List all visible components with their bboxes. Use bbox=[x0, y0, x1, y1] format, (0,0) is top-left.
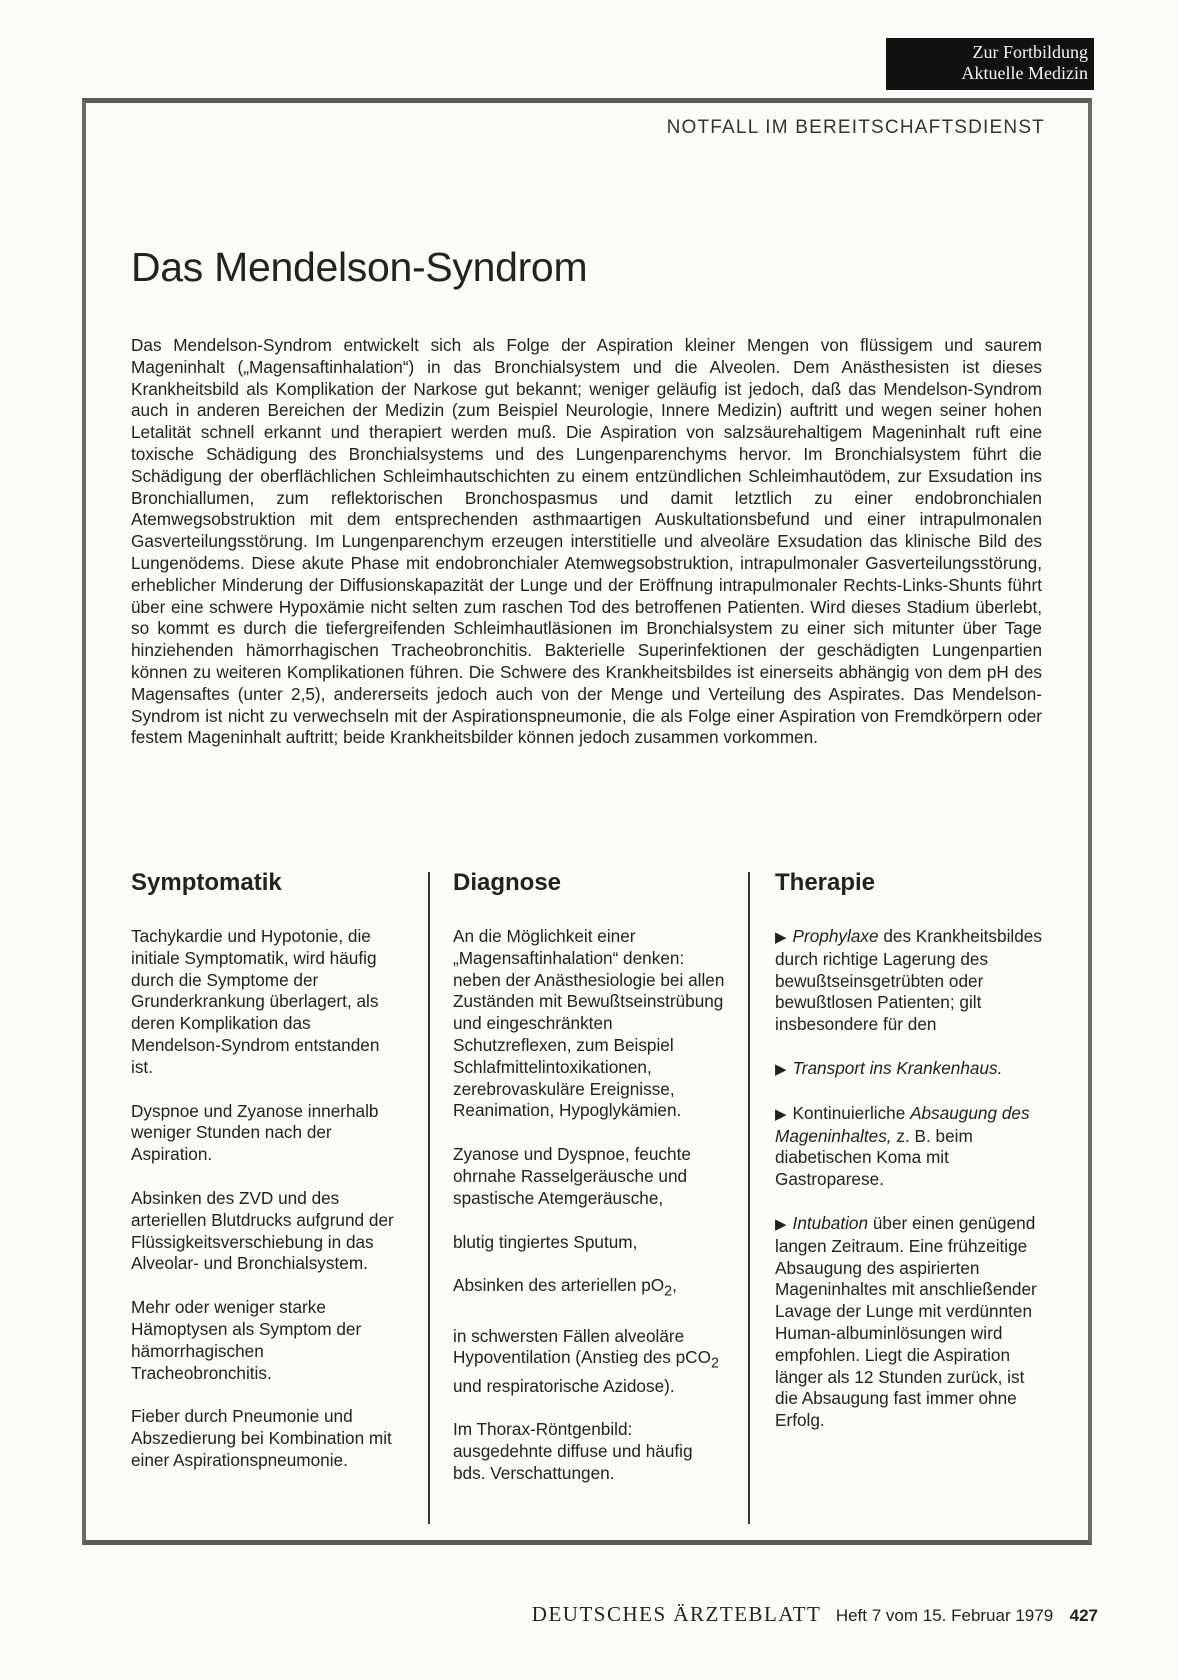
therapie-text: über einen genügend langen Zeitraum. Eine frühzeitige Absaugung des aspirierten Mageninhaltes mit anschließender Lavage der Lunge mit verdünnten Human-albuminlösungen wird empfohlen. Liegt die Aspiration länger als 12 Stunden zurück, ist die Absaugung fast immer ohne Erfolg. bbox=[775, 1212, 1037, 1431]
intro-paragraph: Das Mendelson-Syndrom entwickelt sich als Folge der Aspiration kleiner Mengen von flüssigem und saurem Mageninhalt („Magensaftinhalation“) in das Bronchialsystem und die Alveolen. Dem Anästhesisten ist dieses Krankheitsbild als Komplikation der Narkose gut bekannt; weniger geläufig ist jedoch, daß das Mendelson-Syndrom auch in anderen Bereichen der Medizin (zum Beispiel Neurologie, Innere Medizin) auftritt und wegen seiner hohen Letalität schnell erkannt und therapiert werden muß. Die Aspiration von salzsäurehaltigem Mageninhalt ruft eine toxische Schädigung des Bronchialsystems und des Lungenparenchyms hervor. Im Bronchialsystem führt die Schädigung der oberflächlichen Schleimhautschichten zu einem entzündlichen Schleimhautödem, zur Exsudation ins Bronchiallumen, zum reflektorischen Bronchospasmus und damit letztlich zu einer endobronchialen Atemwegsobstruktion mit dem entsprechenden asthmaartigen Auskultationsbefund und einer intrapulmonalen Gasverteilungsstörung. Im Lungenparenchym erzeugen interstitielle und alveoläre Exsudation das klinische Bild des Lungenödems. Diese akute Phase mit endobronchialer Atemwegsobstruktion, intrapulmonaler Gasverteilungsstörung, erheblicher Minderung der Diffusionskapazität der Lunge und der Eröffnung intrapulmonaler Rechts-Links-Shunts führt über eine schwere Hypoxämie nicht selten zum raschen Tod des betroffenen Patienten. Wird dieses Stadium überlebt, so kommt es durch die tiefergreifenden Schleimhautläsionen im Bronchialsystem zu einer sich mitunter über Tage hinziehenden hämorrhagischen Tracheobronchitis. Bakterielle Superinfektionen der geschädigten Lungenpartien können zu weiteren Komplikationen führen. Die Schwere des Krankheitsbildes ist einerseits abhängig von dem pH des Magensaftes (unter 2,5), andererseits jedoch auch von der Menge und Verteilung des Aspirates. Das Mendelson-Syndrom ist nicht zu verwechseln mit der Aspirationspneumonie, die als Folge einer Aspiration von Fremdkörpern oder festem Mageninhalt auftritt; beide Krankheitsbilder können jedoch zusammen vorkommen. bbox=[131, 335, 1042, 748]
therapie-emphasis: Transport ins Krankenhaus. bbox=[792, 1057, 1003, 1078]
therapie-emphasis: Prophylaxe bbox=[792, 926, 879, 946]
therapie-text: des Krankheitsbildes durch richtige Lagerung des bewußtseinsgetrübten oder bewußtlosen Patienten; gilt insbesondere für den bbox=[775, 926, 1042, 1035]
diagnose-paragraph: Zyanose und Dyspnoe, feuchte ohrnahe Rasselgeräusche und spastische Atemgeräusche, bbox=[453, 1144, 691, 1208]
diagnose-heading: Diagnose bbox=[453, 869, 562, 896]
subscript: 2 bbox=[664, 1283, 673, 1300]
diagnose-text: , bbox=[672, 1275, 677, 1296]
therapie-text: z. B. beim diabetischen Koma mit Gastroparese. bbox=[775, 1125, 973, 1190]
diagnose-paragraph bbox=[453, 1275, 725, 1303]
triangle-bullet-icon: ▶ bbox=[775, 1060, 787, 1078]
therapie-item bbox=[775, 1213, 1045, 1432]
page-footer bbox=[532, 1602, 1098, 1627]
article-title: Das Mendelson-Syndrom bbox=[131, 244, 588, 290]
page-number: 427 bbox=[1069, 1606, 1098, 1625]
column-divider bbox=[428, 872, 430, 1524]
diagnose-text: und respiratorische Azidose). bbox=[453, 1375, 675, 1396]
diagnose-paragraph bbox=[453, 1326, 725, 1398]
diagnose-text: Absinken des arteriellen pO bbox=[453, 1275, 665, 1296]
diagnose-paragraph: blutig tingiertes Sputum, bbox=[453, 1231, 638, 1252]
therapie-emphasis: Intubation bbox=[792, 1212, 869, 1233]
issue-info: Heft 7 vom 15. Februar 1979 bbox=[835, 1606, 1054, 1625]
therapie-heading: Therapie bbox=[775, 869, 876, 896]
therapie-item bbox=[775, 926, 1045, 1036]
symptomatik-column bbox=[131, 868, 401, 1494]
diagnose-text: in schwersten Fällen alveoläre Hypoventilation (Anstieg des pCO bbox=[453, 1325, 711, 1368]
symptomatik-paragraph: Mehr oder weniger starke Hämoptysen als Symptom der hämorrhagischen Tracheobronchitis. bbox=[131, 1297, 362, 1383]
corner-label-line-2: Aktuelle Medizin bbox=[961, 63, 1088, 83]
journal-name: DEUTSCHES ÄRZTEBLATT bbox=[531, 1602, 822, 1626]
symptomatik-paragraph: Fieber durch Pneumonie und Abszedierung bei Kombination mit einer Aspirationspneumonie. bbox=[131, 1406, 392, 1470]
therapie-text: Kontinuierliche bbox=[792, 1102, 911, 1123]
triangle-bullet-icon: ▶ bbox=[775, 1215, 787, 1233]
symptomatik-paragraph: Absinken des ZVD und des arteriellen Blutdrucks aufgrund der Flüssigkeitsverschiebung in das Alveolar- und Bronchialsystem. bbox=[131, 1187, 394, 1274]
symptomatik-paragraph: Tachykardie und Hypotonie, die initiale Symptomatik, wird häufig durch die Symptome der Grunderkrankung überlagert, als deren Komplikation das Mendelson-Syndrom entstanden ist. bbox=[131, 926, 380, 1077]
triangle-bullet-icon: ▶ bbox=[775, 929, 787, 946]
diagnose-column bbox=[453, 868, 725, 1507]
corner-label bbox=[886, 38, 1094, 90]
subscript: 2 bbox=[710, 1355, 719, 1372]
triangle-bullet-icon: ▶ bbox=[775, 1105, 787, 1123]
symptomatik-heading: Symptomatik bbox=[131, 869, 282, 896]
diagnose-paragraph: An die Möglichkeit einer „Magensaftinhalation“ denken: neben der Anästhesiologie bei allen Zuständen mit Bewußtseinstrübung und eingeschränkten Schutzreflexen, zum Beispiel Schlafmittelintoxikationen, zerebrovaskuläre Ereignisse, Reanimation, Hypoglykämien. bbox=[453, 926, 725, 1121]
column-divider bbox=[748, 872, 750, 1524]
therapie-item bbox=[775, 1058, 1045, 1081]
section-label: NOTFALL IM BEREITSCHAFTSDIENST bbox=[666, 117, 1045, 138]
symptomatik-paragraph: Dyspnoe und Zyanose innerhalb weniger Stunden nach der Aspiration. bbox=[131, 1100, 379, 1165]
diagnose-paragraph: Im Thorax-Röntgenbild: ausgedehnte diffuse und häufig bds. Verschattungen. bbox=[453, 1419, 693, 1484]
corner-label-line-1: Zur Fortbildung bbox=[972, 42, 1088, 62]
therapie-column bbox=[775, 868, 1045, 1454]
therapie-item bbox=[775, 1103, 1045, 1191]
therapie-emphasis: Absaugung des Mageninhaltes, bbox=[775, 1102, 1030, 1146]
